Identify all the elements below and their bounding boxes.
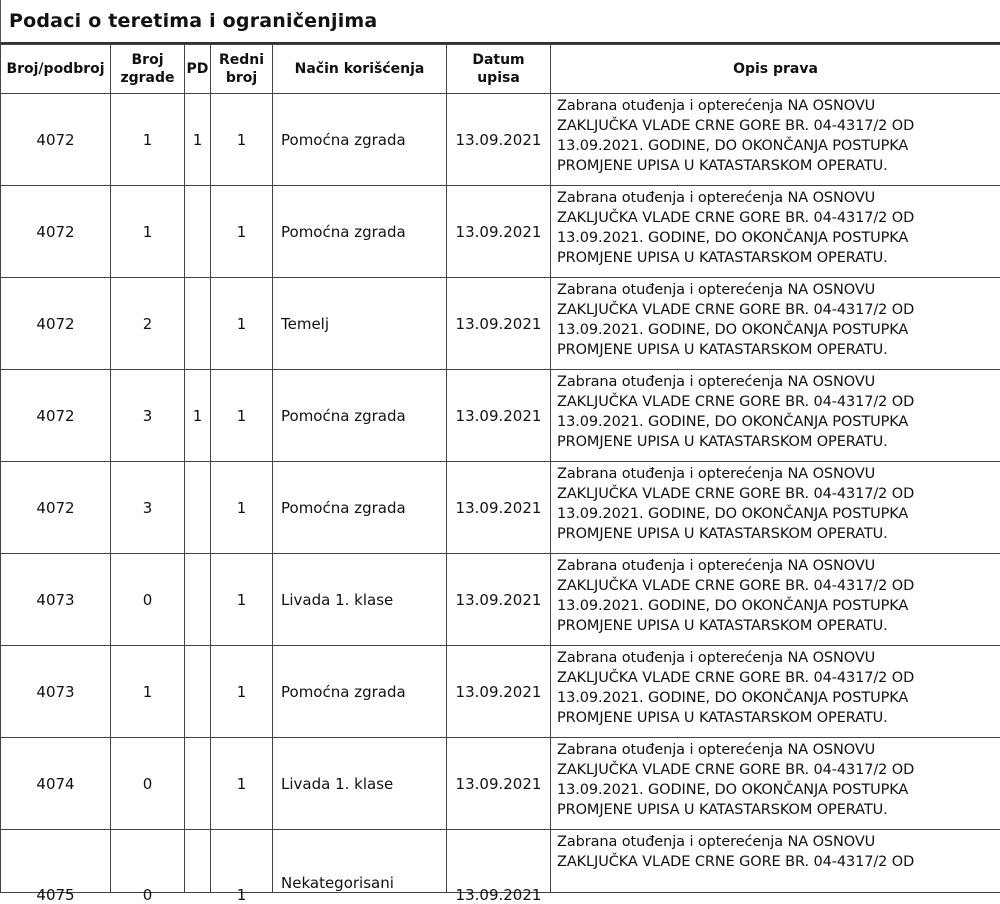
cell-broj: 4072: [1, 186, 111, 278]
table-row: [1, 186, 1000, 278]
cell-text: 4075: [36, 886, 74, 904]
cell-nacin: Pomoćna zgrada: [273, 94, 447, 186]
opis-line: 13.09.2021. GODINE, DO OKONČANJA POSTUPKA: [557, 228, 1000, 248]
cell-zgrada: 1: [111, 94, 185, 186]
opis-line: PROMJENE UPISA U KATASTARSKOM OPERATU.: [557, 708, 1000, 728]
cell-broj: 4072: [1, 462, 111, 554]
section-title: Podaci o teretima i ograničenjima: [0, 0, 1000, 44]
opis-line: 13.09.2021. GODINE, DO OKONČANJA POSTUPKA: [557, 320, 1000, 340]
opis-line: ZAKLJUČKA VLADE CRNE GORE BR. 04-4317/2 OD: [557, 576, 1000, 596]
cell-redni: 1: [211, 646, 273, 738]
cell-nacin: Livada 1. klase: [273, 738, 447, 830]
cell-zgrada: [111, 830, 185, 893]
cell-redni: [211, 830, 273, 893]
cell-pd: [185, 462, 211, 554]
opis-line: ZAKLJUČKA VLADE CRNE GORE BR. 04-4317/2 OD: [557, 116, 1000, 136]
cell-opis: [551, 462, 1000, 554]
cell-zgrada: 0: [111, 738, 185, 830]
cell-datum: 13.09.2021: [447, 186, 551, 278]
cell-datum: 13.09.2021: [447, 554, 551, 646]
cell-redni: 1: [211, 186, 273, 278]
opis-line: Zabrana otuđenja i opterećenja NA OSNOVU: [557, 648, 1000, 668]
opis-line: ZAKLJUČKA VLADE CRNE GORE BR. 04-4317/2 OD: [557, 208, 1000, 228]
cell-zgrada: 2: [111, 278, 185, 370]
opis-line: ZAKLJUČKA VLADE CRNE GORE BR. 04-4317/2 OD: [557, 392, 1000, 412]
cell-opis: [551, 738, 1000, 830]
opis-line: 13.09.2021. GODINE, DO OKONČANJA POSTUPKA: [557, 688, 1000, 708]
opis-line: Zabrana otuđenja i opterećenja NA OSNOVU: [557, 188, 1000, 208]
opis-line: PROMJENE UPISA U KATASTARSKOM OPERATU.: [557, 340, 1000, 360]
cell-redni: 1: [211, 278, 273, 370]
cell-opis: [551, 554, 1000, 646]
table-row: [1, 94, 1000, 186]
column-header-broj-podbroj: Broj/podbroj: [1, 45, 111, 94]
opis-line: Zabrana otuđenja i opterećenja NA OSNOVU: [557, 832, 1000, 852]
cell-pd: [185, 646, 211, 738]
opis-line: Zabrana otuđenja i opterećenja NA OSNOVU: [557, 556, 1000, 576]
cell-pd: 1: [185, 94, 211, 186]
cell-pd: [185, 830, 211, 893]
cell-opis: [551, 370, 1000, 462]
cell-datum: [447, 830, 551, 893]
cell-nacin: Temelj: [273, 278, 447, 370]
opis-line: ZAKLJUČKA VLADE CRNE GORE BR. 04-4317/2 OD: [557, 852, 1000, 872]
cell-datum: 13.09.2021: [447, 278, 551, 370]
column-header-label: zgrade: [120, 70, 174, 86]
cell-broj: 4073: [1, 554, 111, 646]
cell-nacin: Pomoćna zgrada: [273, 370, 447, 462]
cell-nacin: Nekategorisani: [273, 830, 447, 893]
cell-zgrada: 1: [111, 186, 185, 278]
cell-broj: 4073: [1, 646, 111, 738]
cell-redni: 1: [211, 738, 273, 830]
cell-opis: [551, 278, 1000, 370]
cell-pd: [185, 186, 211, 278]
opis-line: 13.09.2021. GODINE, DO OKONČANJA POSTUPKA: [557, 504, 1000, 524]
cell-opis: [551, 646, 1000, 738]
opis-line: PROMJENE UPISA U KATASTARSKOM OPERATU.: [557, 524, 1000, 544]
cell-datum: 13.09.2021: [447, 462, 551, 554]
opis-line: Zabrana otuđenja i opterećenja NA OSNOVU: [557, 740, 1000, 760]
table-row: [1, 830, 1000, 893]
table-row: [1, 462, 1000, 554]
encumbrances-table: [0, 44, 1000, 893]
cell-datum: 13.09.2021: [447, 646, 551, 738]
cell-pd: [185, 738, 211, 830]
cell-opis: [551, 830, 1000, 893]
column-header-datum-upisa: [447, 45, 551, 94]
opis-line: Zabrana otuđenja i opterećenja NA OSNOVU: [557, 96, 1000, 116]
cell-nacin: Pomoćna zgrada: [273, 186, 447, 278]
opis-line: ZAKLJUČKA VLADE CRNE GORE BR. 04-4317/2 OD: [557, 300, 1000, 320]
opis-line: Zabrana otuđenja i opterećenja NA OSNOVU: [557, 280, 1000, 300]
opis-line: 13.09.2021. GODINE, DO OKONČANJA POSTUPKA: [557, 596, 1000, 616]
cell-zgrada: 1: [111, 646, 185, 738]
column-header-label: upisa: [477, 70, 520, 86]
cell-zgrada: 3: [111, 370, 185, 462]
opis-line: PROMJENE UPISA U KATASTARSKOM OPERATU.: [557, 248, 1000, 268]
column-header-opis-prava: Opis prava: [551, 45, 1000, 94]
cell-zgrada: 3: [111, 462, 185, 554]
opis-line: ZAKLJUČKA VLADE CRNE GORE BR. 04-4317/2 OD: [557, 484, 1000, 504]
cell-broj: 4074: [1, 738, 111, 830]
cell-broj: 4072: [1, 278, 111, 370]
column-header-label: Redni: [219, 52, 264, 68]
cell-opis: [551, 186, 1000, 278]
table-row: [1, 278, 1000, 370]
cell-zgrada: 0: [111, 554, 185, 646]
column-header-pd: PD: [185, 45, 211, 94]
cell-broj: [1, 830, 111, 893]
cell-datum: 13.09.2021: [447, 370, 551, 462]
cell-broj: 4072: [1, 370, 111, 462]
column-header-redni-broj: [211, 45, 273, 94]
column-header-label: Datum: [472, 52, 524, 68]
opis-line: Zabrana otuđenja i opterećenja NA OSNOVU: [557, 464, 1000, 484]
opis-line: ZAKLJUČKA VLADE CRNE GORE BR. 04-4317/2 OD: [557, 760, 1000, 780]
cell-text: 0: [143, 886, 153, 904]
cell-redni: 1: [211, 554, 273, 646]
table-row: [1, 738, 1000, 830]
cell-nacin: Livada 1. klase: [273, 554, 447, 646]
opis-line: 13.09.2021. GODINE, DO OKONČANJA POSTUPKA: [557, 136, 1000, 156]
opis-line: PROMJENE UPISA U KATASTARSKOM OPERATU.: [557, 156, 1000, 176]
cell-opis: [551, 94, 1000, 186]
opis-line: PROMJENE UPISA U KATASTARSKOM OPERATU.: [557, 616, 1000, 636]
table-body: [1, 94, 1000, 893]
table-row: [1, 646, 1000, 738]
opis-line: ZAKLJUČKA VLADE CRNE GORE BR. 04-4317/2 OD: [557, 668, 1000, 688]
cell-text: 13.09.2021: [456, 886, 542, 904]
cell-text: 1: [237, 886, 247, 904]
cell-broj: 4072: [1, 94, 111, 186]
cell-nacin: Pomoćna zgrada: [273, 462, 447, 554]
opis-line: PROMJENE UPISA U KATASTARSKOM OPERATU.: [557, 432, 1000, 452]
cell-redni: 1: [211, 370, 273, 462]
opis-line: Zabrana otuđenja i opterećenja NA OSNOVU: [557, 372, 1000, 392]
column-header-label: Broj: [132, 52, 164, 68]
cell-nacin: Pomoćna zgrada: [273, 646, 447, 738]
cell-datum: 13.09.2021: [447, 94, 551, 186]
table-row: [1, 554, 1000, 646]
column-header-broj-zgrade: [111, 45, 185, 94]
cell-redni: 1: [211, 462, 273, 554]
opis-line: 13.09.2021. GODINE, DO OKONČANJA POSTUPKA: [557, 412, 1000, 432]
table-row: [1, 370, 1000, 462]
cell-redni: 1: [211, 94, 273, 186]
cell-pd: [185, 278, 211, 370]
cell-pd: [185, 554, 211, 646]
column-header-nacin-koriscenja: Način korišćenja: [273, 45, 447, 94]
column-header-label: broj: [226, 70, 257, 86]
table-header: [1, 45, 1000, 94]
cell-datum: 13.09.2021: [447, 738, 551, 830]
opis-line: PROMJENE UPISA U KATASTARSKOM OPERATU.: [557, 800, 1000, 820]
opis-line: 13.09.2021. GODINE, DO OKONČANJA POSTUPKA: [557, 780, 1000, 800]
cell-pd: 1: [185, 370, 211, 462]
